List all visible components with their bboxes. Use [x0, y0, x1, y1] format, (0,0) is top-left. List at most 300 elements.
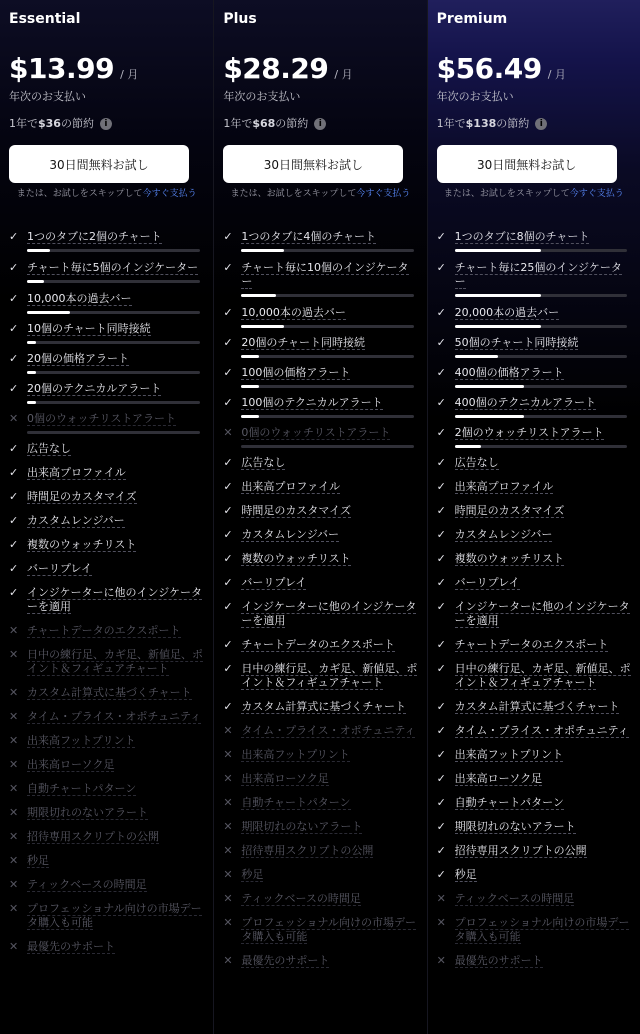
limit-bar-fill	[455, 294, 541, 297]
check-icon: ✓	[223, 552, 233, 565]
feature-item	[223, 576, 417, 590]
feature-label[interactable]: カスタム計算式に基づくチャート	[27, 686, 192, 699]
feature-label[interactable]: ティックベースの時間足	[27, 878, 147, 891]
check-icon: ✓	[436, 796, 446, 809]
feature-label[interactable]: チャートデータのエクスポート	[27, 624, 181, 637]
feature-label[interactable]: インジケーターに他のインジケーターを適用	[454, 600, 630, 627]
feature-item	[437, 700, 631, 714]
feature-label[interactable]: カスタム計算式に基づくチャート	[454, 700, 620, 713]
savings-note	[437, 117, 631, 131]
feature-label[interactable]: 20個のチャート同時接続	[241, 336, 365, 349]
check-icon: ✓	[223, 600, 233, 613]
cross-icon: ✕	[9, 412, 19, 425]
feature-item	[437, 426, 631, 448]
pay-now-link[interactable]: 今すぐ支払う	[142, 189, 197, 199]
check-icon: ✓	[9, 514, 19, 527]
cross-icon: ✕	[223, 796, 233, 809]
cross-icon: ✕	[436, 892, 446, 905]
feature-label[interactable]: 日中の練行足、カギ足、新値足、ポイント＆フィギュアチャート	[454, 662, 631, 689]
cross-icon: ✕	[9, 710, 19, 723]
limit-bar	[241, 249, 413, 252]
limit-bar-fill	[241, 415, 258, 418]
billing-note: 年次のお支払い	[223, 90, 301, 103]
check-icon: ✓	[436, 261, 446, 274]
feature-label[interactable]: カスタムレンジバー	[241, 528, 340, 541]
savings-prefix: 1年で	[436, 117, 466, 130]
feature-item	[9, 830, 204, 844]
feature-item	[437, 261, 631, 297]
feature-label[interactable]: 出来高ローソク足	[241, 772, 329, 785]
limit-bar	[455, 445, 627, 448]
billing-note: 年次のお支払い	[9, 90, 86, 103]
feature-item	[437, 552, 631, 566]
free-trial-button[interactable]: 30日間無料お試し	[9, 145, 189, 183]
free-trial-button[interactable]: 30日間無料お試し	[223, 145, 403, 183]
check-icon: ✓	[436, 456, 446, 469]
feature-label[interactable]: プロフェッショナル向けの市場データ購入も可能	[454, 916, 630, 943]
feature-item	[437, 480, 631, 494]
price-row	[437, 53, 631, 85]
feature-item	[437, 638, 631, 652]
feature-item	[9, 806, 204, 820]
feature-item	[9, 710, 204, 724]
check-icon: ✓	[9, 261, 19, 274]
cross-icon: ✕	[436, 916, 446, 929]
feature-label[interactable]: 出来高フットプリント	[454, 748, 564, 761]
limit-bar	[241, 385, 413, 388]
check-icon: ✓	[436, 820, 446, 833]
check-icon: ✓	[223, 662, 233, 675]
feature-item	[223, 662, 417, 690]
savings-prefix: 1年で	[9, 117, 38, 130]
limit-bar	[241, 415, 413, 418]
check-icon: ✓	[436, 576, 446, 589]
limit-bar	[455, 294, 627, 297]
feature-label[interactable]: 招待専用スクリプトの公開	[454, 844, 587, 857]
price-period: / 月	[547, 68, 566, 81]
pay-now-link[interactable]: 今すぐ支払う	[569, 189, 624, 199]
check-icon: ✓	[9, 466, 19, 479]
limit-bar	[241, 294, 413, 297]
cross-icon: ✕	[9, 902, 19, 915]
feature-label[interactable]: 複数のウォッチリスト	[454, 552, 564, 565]
feature-item	[437, 820, 631, 834]
check-icon: ✓	[9, 586, 19, 599]
check-icon: ✓	[436, 504, 446, 517]
feature-item	[437, 576, 631, 590]
feature-label[interactable]: 400個の価格アラート	[454, 366, 564, 379]
check-icon: ✓	[436, 844, 446, 857]
check-icon: ✓	[9, 322, 19, 335]
plan-price: $28.29	[223, 52, 329, 85]
cross-icon: ✕	[9, 648, 19, 661]
feature-item	[437, 868, 631, 882]
limit-bar-fill	[455, 249, 541, 252]
savings-note	[9, 117, 204, 131]
feature-label[interactable]: インジケーターに他のインジケーターを適用	[241, 600, 417, 627]
price-row	[9, 53, 204, 85]
feature-label[interactable]: 自動チャートパターン	[454, 796, 564, 809]
check-icon: ✓	[223, 576, 233, 589]
feature-label[interactable]: 最優先のサポート	[241, 954, 330, 967]
feature-item	[437, 528, 631, 542]
info-icon[interactable]: i	[535, 118, 547, 130]
feature-item	[9, 292, 204, 314]
feature-label[interactable]: 時間足のカスタマイズ	[241, 504, 351, 517]
feature-list	[9, 230, 204, 954]
limit-bar-fill	[27, 280, 44, 283]
check-icon: ✓	[223, 336, 233, 349]
check-icon: ✓	[9, 490, 19, 503]
feature-label[interactable]: 出来高ローソク足	[27, 758, 115, 771]
savings-suffix: の節約	[60, 117, 94, 130]
feature-label[interactable]: 10,000本の過去バー	[241, 306, 346, 319]
check-icon: ✓	[436, 336, 446, 349]
feature-label[interactable]: 複数のウォッチリスト	[241, 552, 351, 565]
feature-label[interactable]: 0個のウォッチリストアラート	[241, 426, 391, 439]
feature-label[interactable]: 50個のチャート同時接続	[454, 336, 579, 349]
feature-label[interactable]: 秒足	[27, 854, 49, 867]
skip-trial-note	[437, 188, 631, 214]
feature-label[interactable]: タイム・プライス・オポチュニティ	[241, 724, 416, 737]
check-icon: ✓	[223, 528, 233, 541]
feature-item	[9, 624, 204, 638]
feature-label[interactable]: 最優先のサポート	[454, 954, 543, 967]
check-icon: ✓	[436, 306, 446, 319]
feature-item	[437, 796, 631, 810]
feature-item	[9, 352, 204, 374]
check-icon: ✓	[436, 772, 446, 785]
check-icon: ✓	[223, 638, 233, 651]
limit-bar	[455, 385, 627, 388]
feature-label[interactable]: 秒足	[454, 868, 477, 881]
feature-label[interactable]: プロフェッショナル向けの市場データ購入も可能	[241, 916, 417, 943]
check-icon: ✓	[223, 456, 233, 469]
feature-item	[437, 772, 631, 786]
feature-label[interactable]: 自動チャートパターン	[241, 796, 351, 809]
feature-item	[437, 662, 631, 690]
feature-item	[9, 230, 204, 252]
limit-bar-fill	[27, 341, 36, 344]
feature-label[interactable]: 出来高ローソク足	[454, 772, 543, 785]
feature-label[interactable]: 2個のウォッチリストアラート	[454, 426, 604, 439]
feature-item	[223, 796, 417, 810]
feature-list	[223, 230, 417, 968]
free-trial-button[interactable]: 30日間無料お試し	[437, 145, 617, 183]
check-icon: ✓	[436, 528, 446, 541]
feature-label[interactable]: 20個の価格アラート	[27, 352, 129, 365]
skip-trial-note	[9, 188, 204, 214]
feature-item	[223, 772, 417, 786]
savings-note	[223, 117, 417, 131]
cross-icon: ✕	[223, 868, 233, 881]
feature-item	[9, 412, 204, 434]
plan-plus	[213, 0, 426, 1034]
plan-premium	[427, 0, 640, 1034]
cross-icon: ✕	[9, 758, 19, 771]
skip-trial-note	[223, 188, 417, 214]
check-icon: ✓	[9, 292, 19, 305]
limit-bar	[455, 249, 627, 252]
feature-label[interactable]: チャート毎に10個のインジケーター	[241, 261, 409, 288]
info-icon[interactable]: i	[100, 118, 112, 130]
feature-label[interactable]: 出来高プロファイル	[27, 466, 126, 479]
cross-icon: ✕	[9, 734, 19, 747]
feature-item	[9, 382, 204, 404]
limit-bar-fill	[27, 371, 36, 374]
feature-label[interactable]: 出来高プロファイル	[454, 480, 554, 493]
feature-label[interactable]: インジケーターに他のインジケーターを適用	[27, 586, 203, 613]
feature-label[interactable]: チャートデータのエクスポート	[454, 638, 609, 651]
limit-bar-fill	[455, 385, 524, 388]
cross-icon: ✕	[223, 772, 233, 785]
feature-label[interactable]: 1つのタブに2個のチャート	[27, 230, 162, 243]
limit-bar-fill	[241, 355, 258, 358]
feature-item	[9, 782, 204, 796]
cross-icon: ✕	[223, 724, 233, 737]
cross-icon: ✕	[223, 916, 233, 929]
check-icon: ✓	[436, 748, 446, 761]
feature-label[interactable]: タイム・プライス・オポチュニティ	[454, 724, 629, 737]
feature-label[interactable]: 1つのタブに8個のチャート	[454, 230, 590, 243]
feature-label[interactable]: プロフェッショナル向けの市場データ購入も可能	[27, 902, 202, 929]
skip-text: または、お試しをスキップして	[230, 189, 357, 199]
check-icon: ✓	[9, 382, 19, 395]
feature-label[interactable]: チャートデータのエクスポート	[241, 638, 395, 651]
check-icon: ✓	[436, 868, 446, 881]
feature-label[interactable]: 日中の練行足、カギ足、新値足、ポイント＆フィギュアチャート	[27, 648, 203, 675]
feature-item	[9, 322, 204, 344]
feature-label[interactable]: タイム・プライス・オポチュニティ	[27, 710, 202, 723]
feature-item	[437, 724, 631, 738]
limit-bar	[455, 415, 627, 418]
feature-item	[437, 892, 631, 906]
feature-item	[9, 442, 204, 456]
feature-item	[223, 748, 417, 762]
savings-suffix: の節約	[275, 117, 309, 130]
feature-item	[223, 844, 417, 858]
limit-bar-fill	[241, 385, 258, 388]
savings-amount: $138	[465, 117, 497, 130]
info-icon[interactable]: i	[314, 118, 326, 130]
feature-label[interactable]: カスタムレンジバー	[454, 528, 553, 541]
pay-now-link[interactable]: 今すぐ支払う	[356, 189, 411, 199]
cross-icon: ✕	[223, 748, 233, 761]
feature-item	[9, 538, 204, 552]
feature-item	[223, 426, 417, 448]
limit-bar	[27, 431, 200, 434]
cross-icon: ✕	[9, 830, 19, 843]
feature-item	[9, 648, 204, 676]
feature-label[interactable]: 20,000本の過去バー	[454, 306, 560, 319]
feature-label[interactable]: 秒足	[241, 868, 264, 881]
feature-item	[223, 456, 417, 470]
price-period: / 月	[334, 68, 353, 81]
limit-bar-fill	[241, 294, 275, 297]
feature-label[interactable]: 出来高フットプリント	[27, 734, 136, 747]
check-icon: ✓	[223, 366, 233, 379]
feature-item	[223, 306, 417, 328]
feature-item	[9, 758, 204, 772]
cross-icon: ✕	[223, 426, 233, 439]
feature-label[interactable]: 100個のテクニカルアラート	[241, 396, 383, 409]
check-icon: ✓	[9, 442, 19, 455]
limit-bar-fill	[455, 325, 541, 328]
check-icon: ✓	[223, 306, 233, 319]
feature-item	[9, 490, 204, 504]
feature-label[interactable]: 招待専用スクリプトの公開	[241, 844, 374, 857]
check-icon: ✓	[223, 700, 233, 713]
feature-item	[437, 456, 631, 470]
feature-item	[223, 954, 417, 968]
check-icon: ✓	[436, 426, 446, 439]
limit-bar	[27, 311, 200, 314]
check-icon: ✓	[436, 662, 446, 675]
feature-label[interactable]: 広告なし	[454, 456, 499, 469]
feature-label[interactable]: チャート毎に25個のインジケーター	[454, 261, 622, 288]
check-icon: ✓	[9, 352, 19, 365]
feature-item	[223, 552, 417, 566]
check-icon: ✓	[223, 230, 233, 243]
feature-label[interactable]: 期限切れのないアラート	[241, 820, 363, 833]
check-icon: ✓	[436, 638, 446, 651]
cross-icon: ✕	[223, 820, 233, 833]
limit-bar-fill	[455, 445, 481, 448]
feature-label[interactable]: 時間足のカスタマイズ	[454, 504, 565, 517]
plan-name: Plus	[223, 11, 257, 27]
feature-item	[9, 261, 204, 283]
feature-item	[9, 878, 204, 892]
feature-item	[223, 868, 417, 882]
feature-item	[223, 820, 417, 834]
limit-bar	[455, 355, 627, 358]
feature-label[interactable]: 10個のチャート同時接続	[27, 322, 151, 335]
feature-item	[437, 844, 631, 858]
feature-item	[9, 466, 204, 480]
feature-label[interactable]: 日中の練行足、カギ足、新値足、ポイント＆フィギュアチャート	[241, 662, 418, 689]
feature-item	[9, 686, 204, 700]
feature-label[interactable]: 出来高フットプリント	[241, 748, 350, 761]
feature-item	[437, 916, 631, 944]
plan-name: Premium	[436, 11, 508, 27]
check-icon: ✓	[223, 504, 233, 517]
feature-label[interactable]: 20個のテクニカルアラート	[27, 382, 162, 395]
cross-icon: ✕	[9, 782, 19, 795]
feature-label[interactable]: カスタム計算式に基づくチャート	[241, 700, 406, 713]
limit-bar-fill	[27, 401, 36, 404]
feature-item	[223, 916, 417, 944]
check-icon: ✓	[223, 261, 233, 274]
limit-bar-fill	[241, 325, 284, 328]
cross-icon: ✕	[223, 844, 233, 857]
feature-label[interactable]: 複数のウォッチリスト	[27, 538, 137, 551]
feature-item	[223, 480, 417, 494]
feature-label[interactable]: 最優先のサポート	[27, 940, 115, 953]
feature-label[interactable]: 広告なし	[27, 442, 71, 455]
feature-label[interactable]: 0個のウォッチリストアラート	[27, 412, 177, 425]
cross-icon: ✕	[9, 686, 19, 699]
savings-amount: $68	[252, 117, 276, 130]
check-icon: ✓	[436, 480, 446, 493]
feature-label[interactable]: チャート毎に5個のインジケーター	[27, 261, 199, 274]
limit-bar	[27, 401, 200, 404]
limit-bar	[27, 249, 200, 252]
feature-item	[223, 366, 417, 388]
feature-item	[9, 854, 204, 868]
feature-label[interactable]: カスタムレンジバー	[27, 514, 125, 527]
limit-bar-fill	[455, 415, 524, 418]
feature-item	[223, 261, 417, 297]
plan-name: Essential	[9, 11, 81, 27]
check-icon: ✓	[436, 366, 446, 379]
feature-item	[9, 514, 204, 528]
cross-icon: ✕	[436, 954, 446, 967]
plan-essential	[0, 0, 213, 1034]
feature-item	[437, 230, 631, 252]
feature-item	[437, 336, 631, 358]
price-row	[223, 53, 417, 85]
limit-bar-fill	[241, 249, 284, 252]
feature-label[interactable]: バーリプレイ	[241, 576, 307, 589]
skip-text: または、お試しをスキップして	[16, 189, 143, 199]
feature-item	[223, 230, 417, 252]
feature-item	[9, 562, 204, 576]
limit-bar	[27, 371, 200, 374]
feature-label[interactable]: 時間足のカスタマイズ	[27, 490, 137, 503]
feature-label[interactable]: ティックベースの時間足	[454, 892, 575, 905]
check-icon: ✓	[9, 562, 19, 575]
check-icon: ✓	[223, 480, 233, 493]
cross-icon: ✕	[9, 806, 19, 819]
check-icon: ✓	[436, 724, 446, 737]
feature-label[interactable]: 1つのタブに4個のチャート	[241, 230, 376, 243]
feature-label[interactable]: 期限切れのないアラート	[454, 820, 576, 833]
feature-label[interactable]: 招待専用スクリプトの公開	[27, 830, 159, 843]
feature-label[interactable]: ティックベースの時間足	[241, 892, 361, 905]
feature-label[interactable]: 100個の価格アラート	[241, 366, 351, 379]
feature-label[interactable]: 10,000本の過去バー	[27, 292, 132, 305]
limit-bar	[241, 325, 413, 328]
feature-item	[437, 954, 631, 968]
feature-label[interactable]: バーリプレイ	[27, 562, 93, 575]
savings-amount: $36	[38, 117, 61, 130]
plan-price: $13.99	[9, 52, 115, 85]
cross-icon: ✕	[223, 892, 233, 905]
feature-label[interactable]: 400個のテクニカルアラート	[454, 396, 596, 409]
feature-label[interactable]: 自動チャートパターン	[27, 782, 137, 795]
feature-item	[223, 600, 417, 628]
savings-prefix: 1年で	[223, 117, 253, 130]
feature-label[interactable]: 広告なし	[241, 456, 286, 469]
check-icon: ✓	[436, 396, 446, 409]
feature-item	[437, 504, 631, 518]
feature-label[interactable]: 出来高プロファイル	[241, 480, 341, 493]
feature-label[interactable]: バーリプレイ	[454, 576, 520, 589]
limit-bar	[241, 355, 413, 358]
feature-item	[223, 700, 417, 714]
feature-label[interactable]: 期限切れのないアラート	[27, 806, 148, 819]
feature-item	[223, 638, 417, 652]
price-period: / 月	[120, 68, 139, 81]
check-icon: ✓	[436, 600, 446, 613]
feature-item	[437, 306, 631, 328]
check-icon: ✓	[9, 538, 19, 551]
feature-item	[9, 586, 204, 614]
cross-icon: ✕	[9, 878, 19, 891]
plan-price: $56.49	[436, 52, 542, 85]
feature-item	[9, 734, 204, 748]
check-icon: ✓	[436, 552, 446, 565]
